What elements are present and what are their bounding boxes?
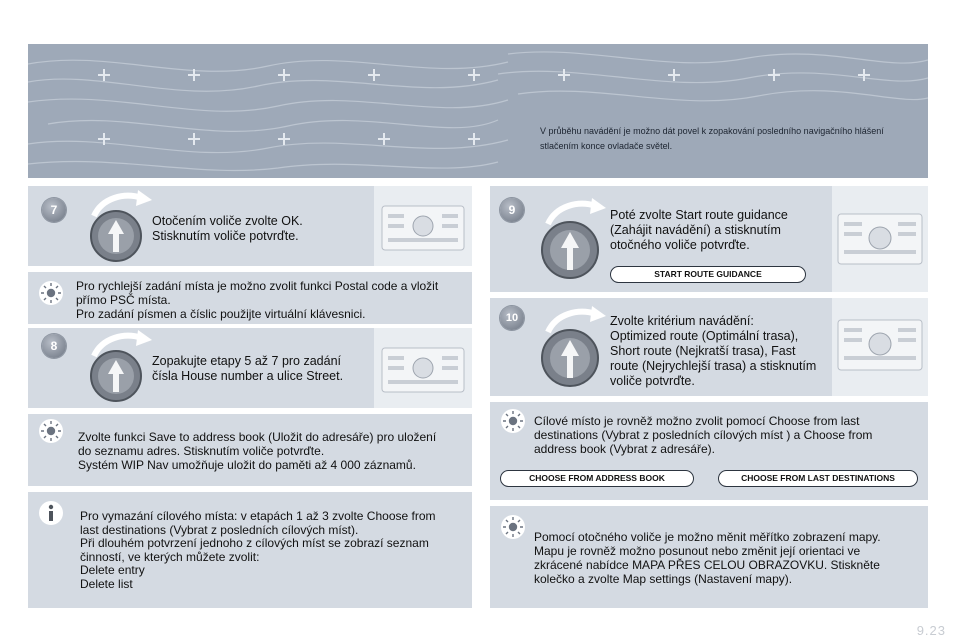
step-number-badge: 10 <box>500 306 524 330</box>
header-note: V průběhu navádění je možno dát povel k zopakování posledního navigačního hlášení stlačením konce ovladače světel. <box>540 126 884 151</box>
tip-postal-text: Pro rychlejší zadání místa je možno zvolit funkci Postal code a vložit přímo PSČ místa. Pro zadání písmen a číslic použijte virtuální klávesnici. <box>76 279 439 321</box>
rotate-arrow-icon <box>548 312 596 332</box>
radio-console-icon <box>374 186 472 266</box>
choose-from-address-book-label: CHOOSE FROM ADDRESS BOOK <box>500 470 694 487</box>
step-number-badge: 8 <box>42 334 66 358</box>
choose-from-last-destinations-label: CHOOSE FROM LAST DESTINATIONS <box>718 470 918 487</box>
tip-choose-destination <box>490 402 928 500</box>
step-9-panel <box>490 186 928 292</box>
step-8-text: Zopakujte etapy 5 až 7 pro zadání čísla House number a ulice Street. <box>152 354 344 383</box>
step-7-panel <box>28 186 472 266</box>
tip-delete-destination <box>28 492 472 608</box>
info-icon <box>38 500 64 526</box>
step-10-panel <box>490 298 928 396</box>
tip-postal-code <box>28 272 472 324</box>
step-10-text: Zvolte kritérium navádění: Optimized route (Optimální trasa), Short route (Nejkratší trasa), Fast route (Nejrychlejší trasa) a stisknutím voliče potvrďte. <box>610 314 817 388</box>
radio-console-icon <box>832 298 928 396</box>
rotate-arrow-icon <box>548 204 596 224</box>
tip-save-text: Zvolte funkci Save to address book (Uložit do adresáře) pro uložení do seznamu adres. Stisknutím voliče potvrďte. Systém WIP Nav umožňuje uložit do paměti až 4 000 záznamů. <box>78 430 437 472</box>
radio-console-icon <box>832 186 928 292</box>
lightbulb-icon <box>38 418 64 444</box>
step-number-badge: 9 <box>500 198 524 222</box>
contour-map-graphic <box>28 44 928 178</box>
tip-choose-text: Cílové místo je rovněž možno zvolit pomocí Choose from last destinations (Vybrat z posledních cílových míst ) a Choose from address book (Vybrat z adresáře). <box>534 414 873 456</box>
step-8-panel <box>28 328 472 408</box>
tip-delete-text: Pro vymazání cílového místa: v etapách 1 až 3 zvolte Choose from last destinations (Vybrat z posledních cílových míst). Při dlouhém potvrzení jednoho z cílových míst se zobrazí seznam činností, ve kterých můžete zvolit: Delete entry Delete list <box>80 509 436 591</box>
step-9-text: Poté zvolte Start route guidance (Zahájit navádění) a stisknutím otočného voliče potvrďte. <box>610 208 788 252</box>
tip-map-settings <box>490 506 928 608</box>
header-banner <box>28 44 928 178</box>
step-number-badge: 7 <box>42 198 66 222</box>
page-number: 9.23 <box>916 623 946 638</box>
start-route-guidance-label: START ROUTE GUIDANCE <box>610 266 806 283</box>
tip-map-text: Pomocí otočného voliče je možno měnit měřítko zobrazení mapy. Mapu je rovněž možno posunout nebo změnit její orientaci ve zkrácené nabídce MAPA PŘES CELOU OBRAZOVKU. Stiskněte kolečko a zvolte Map settings (Nastavení mapy). <box>534 530 881 586</box>
radio-console-icon <box>374 328 472 408</box>
lightbulb-icon <box>38 280 64 306</box>
step-7-text: Otočením voliče zvolte OK. Stisknutím voliče potvrďte. <box>152 214 303 243</box>
lightbulb-icon <box>500 408 526 434</box>
tip-save-address-book <box>28 414 472 486</box>
lightbulb-icon <box>500 514 526 540</box>
